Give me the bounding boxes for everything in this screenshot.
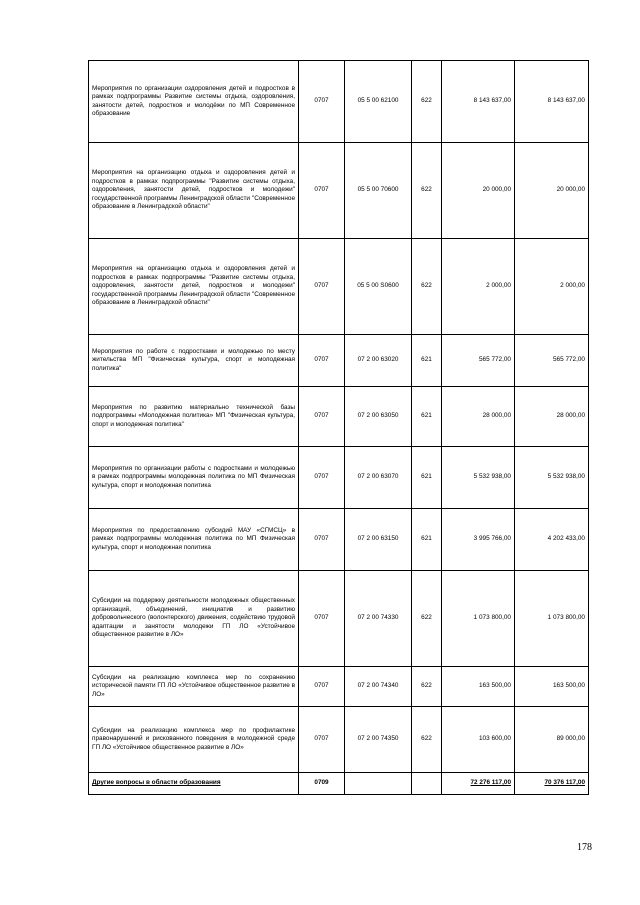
table-row <box>89 447 589 509</box>
amount-second: 565 772,00 <box>515 335 589 387</box>
expense-type-code: 621 <box>412 387 442 447</box>
amount-first: 5 532 938,00 <box>442 447 515 509</box>
row-description: Мероприятия по организации работы с подростками и молодежью в рамках подпрограммы молодежная политика по МП Физическая культура, спорт и молодежная политика <box>89 447 299 509</box>
expense-type-code: 622 <box>412 571 442 667</box>
table-row <box>89 667 589 707</box>
amount-first: 2 000,00 <box>442 239 515 335</box>
amount-first: 20 000,00 <box>442 143 515 239</box>
target-article-code: 07 2 00 74350 <box>345 707 412 773</box>
target-article-code: 05 5 00 70600 <box>345 143 412 239</box>
amount-first: 1 073 800,00 <box>442 571 515 667</box>
section-code: 0707 <box>299 667 345 707</box>
row-description: Мероприятия по работе с подростками и молодежью по месту жительства МП "Физическая культура, спорт и молодежная политика" <box>89 335 299 387</box>
expense-type-code: 621 <box>412 335 442 387</box>
empty-cell <box>345 773 412 795</box>
amount-second: 1 073 800,00 <box>515 571 589 667</box>
target-article-code: 07 2 00 63070 <box>345 447 412 509</box>
row-description: Мероприятия по предоставлению субсидий МАУ «СГМСЦ» в рамках подпрограммы молодежная политика по МП Физическая культура, спорт и молодежная политика <box>89 509 299 571</box>
amount-first: 565 772,00 <box>442 335 515 387</box>
target-article-code: 07 2 00 63050 <box>345 387 412 447</box>
total-amount-second: 70 376 117,00 <box>515 773 589 795</box>
amount-second: 163 500,00 <box>515 667 589 707</box>
target-article-code: 07 2 00 63150 <box>345 509 412 571</box>
section-code: 0707 <box>299 509 345 571</box>
amount-second: 2 000,00 <box>515 239 589 335</box>
amount-first: 103 600,00 <box>442 707 515 773</box>
expense-type-code: 622 <box>412 61 442 143</box>
amount-first: 8 143 637,00 <box>442 61 515 143</box>
expense-type-code: 621 <box>412 447 442 509</box>
row-description: Субсидии на реализацию комплекса мер по сохранению исторической памяти ГП ЛО «Устойчивое общественное развитие в ЛО» <box>89 667 299 707</box>
amount-first: 28 000,00 <box>442 387 515 447</box>
amount-second: 8 143 637,00 <box>515 61 589 143</box>
target-article-code: 07 2 00 74330 <box>345 571 412 667</box>
row-description: Мероприятия по развитию материально технической базы подпрограммы «Молодежная политика» МП "Физическая культура, спорт и молодежная политика" <box>89 387 299 447</box>
total-description: Другие вопросы в области образования <box>89 773 299 795</box>
table-row <box>89 61 589 143</box>
amount-second: 5 532 938,00 <box>515 447 589 509</box>
expense-type-code: 622 <box>412 143 442 239</box>
page-number: 178 <box>577 842 592 853</box>
target-article-code: 07 2 00 74340 <box>345 667 412 707</box>
total-amount-first: 72 276 117,00 <box>442 773 515 795</box>
amount-second: 28 000,00 <box>515 387 589 447</box>
table-row <box>89 509 589 571</box>
section-code: 0707 <box>299 61 345 143</box>
amount-first: 3 995 766,00 <box>442 509 515 571</box>
section-code: 0707 <box>299 335 345 387</box>
section-code: 0707 <box>299 387 345 447</box>
row-description: Мероприятия на организацию отдыха и оздоровления детей и подростков в рамках подпрограммы "Развитие системы отдыха, оздоровления, занятости детей, подростков и молодежи" государственной программы Ленинградской области "Современное образование в Ленинградской области" <box>89 239 299 335</box>
table-row <box>89 335 589 387</box>
expense-type-code: 622 <box>412 707 442 773</box>
section-code: 0707 <box>299 707 345 773</box>
empty-cell <box>412 773 442 795</box>
target-article-code: 07 2 00 63020 <box>345 335 412 387</box>
table-row <box>89 239 589 335</box>
target-article-code: 05 5 00 62100 <box>345 61 412 143</box>
section-code: 0707 <box>299 447 345 509</box>
row-description: Субсидии на поддержку деятельности молодежных общественных организаций, объединений, инициатив и развитию добровольческого (волонтерского) движения, содействию трудовой адаптации и занятости молодежи ГП ЛО «Устойчивое общественное развитие в ЛО» <box>89 571 299 667</box>
amount-second: 20 000,00 <box>515 143 589 239</box>
table-row <box>89 143 589 239</box>
section-code: 0707 <box>299 239 345 335</box>
section-code: 0707 <box>299 571 345 667</box>
table-row <box>89 571 589 667</box>
total-row <box>89 773 589 795</box>
table-row <box>89 387 589 447</box>
target-article-code: 05 5 00 S0600 <box>345 239 412 335</box>
expense-type-code: 621 <box>412 509 442 571</box>
amount-second: 89 000,00 <box>515 707 589 773</box>
total-section-code: 0709 <box>299 773 345 795</box>
row-description: Мероприятия на организацию отдыха и оздоровления детей и подростков в рамках подпрограммы "Развитие системы отдыха, оздоровления, занятости детей, подростков и молодежи" государственной программы Ленинградской области "Современное образование в Ленинградской области" <box>89 143 299 239</box>
expense-type-code: 622 <box>412 667 442 707</box>
budget-table <box>88 60 589 795</box>
expense-type-code: 622 <box>412 239 442 335</box>
table-row <box>89 707 589 773</box>
row-description: Мероприятия по организации оздоровления детей и подростков в рамках подпрограммы Развитие системы отдыха, оздоровления, занятости детей, подростков и молодёжи по МП Современное образование <box>89 61 299 143</box>
section-code: 0707 <box>299 143 345 239</box>
row-description: Субсидии на реализацию комплекса мер по профилактике правонарушений и рискованного поведения в молодежной среде ГП ЛО «Устойчивое общественное развитие в ЛО» <box>89 707 299 773</box>
amount-first: 163 500,00 <box>442 667 515 707</box>
amount-second: 4 202 433,00 <box>515 509 589 571</box>
